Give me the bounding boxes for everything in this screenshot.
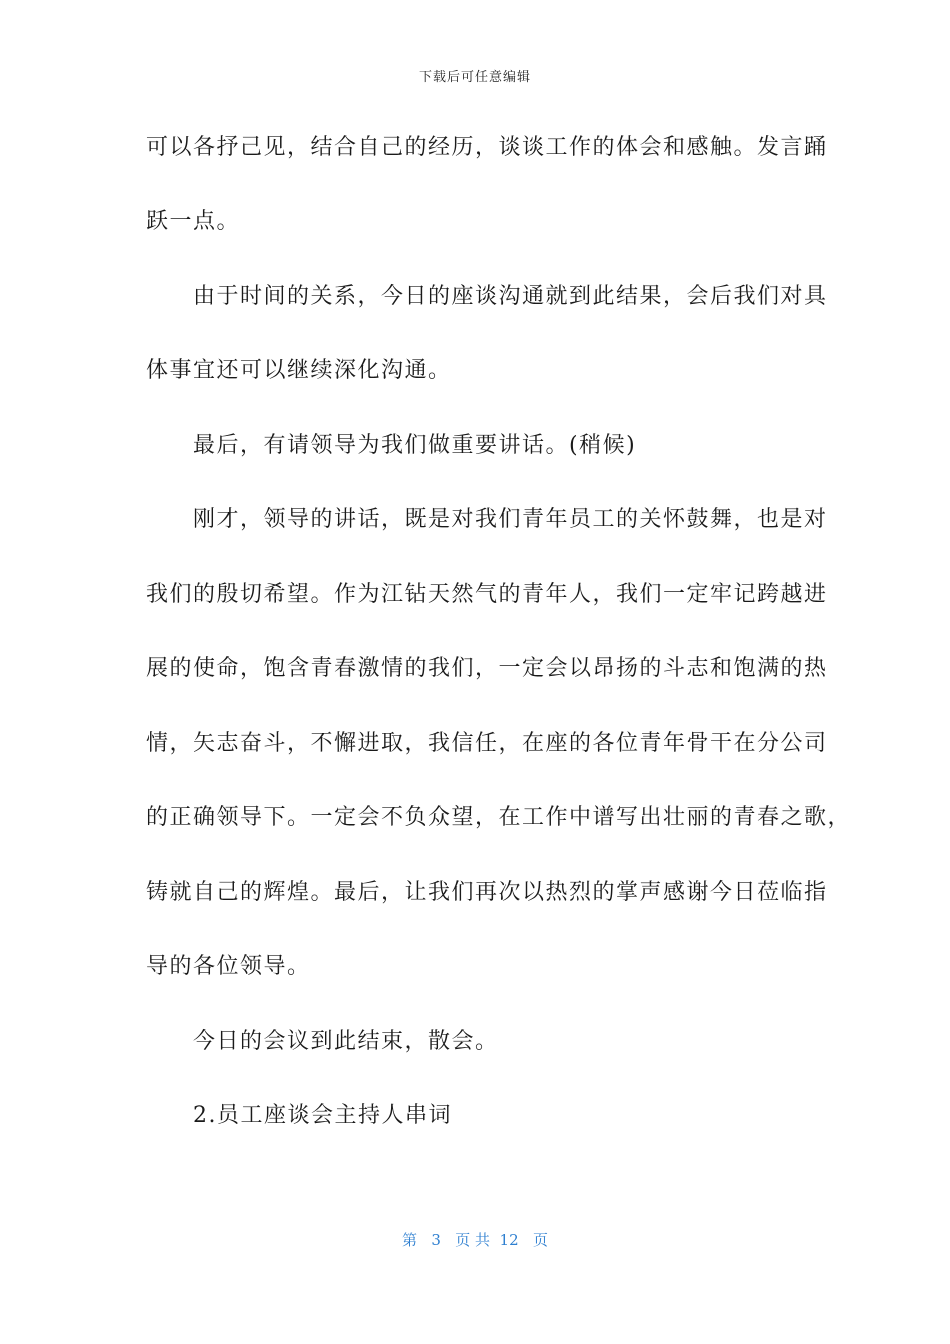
body-line-14: 2.员工座谈会主持人串词	[146, 1103, 452, 1128]
footer-suffix: 页	[532, 1231, 548, 1249]
body-line-2: 跃一点。	[146, 209, 241, 234]
body-line-10: 的正确领导下。一定会不负众望，在工作中谱写出壮丽的青春之歌，	[146, 805, 852, 830]
body-line-1: 可以各抒己见，结合自己的经历，谈谈工作的体会和感触。发言踊	[146, 135, 828, 160]
body-line-7: 我们的殷切希望。作为江钻天然气的青年人，我们一定牢记跨越进	[146, 582, 828, 607]
body-line-3: 由于时间的关系，今日的座谈沟通就到此结果，会后我们对具	[146, 284, 828, 309]
footer-current-page: 3	[431, 1231, 441, 1249]
body-line-4: 体事宜还可以继续深化沟通。	[146, 358, 452, 383]
body-line-12: 导的各位领导。	[146, 954, 311, 979]
body-line-9: 情，矢志奋斗，不懈进取，我信任，在座的各位青年骨干在分公司	[146, 731, 828, 756]
body-line-8: 展的使命，饱含青春激情的我们，一定会以昂扬的斗志和饱满的热	[146, 656, 828, 681]
body-line-6: 刚才，领导的讲话，既是对我们青年员工的关怀鼓舞，也是对	[146, 507, 828, 532]
page-header: 下载后可任意编辑	[418, 70, 531, 85]
footer-mid: 页 共	[455, 1231, 490, 1249]
page-footer	[0, 1229, 950, 1250]
body-line-5: 最后，有请领导为我们做重要讲话。(稍候)	[146, 433, 637, 458]
footer-prefix: 第	[402, 1231, 418, 1249]
body-line-11: 铸就自己的辉煌。最后，让我们再次以热烈的掌声感谢今日莅临指	[146, 880, 828, 905]
footer-total-pages: 12	[499, 1231, 519, 1249]
body-line-13: 今日的会议到此结束，散会。	[146, 1029, 499, 1054]
